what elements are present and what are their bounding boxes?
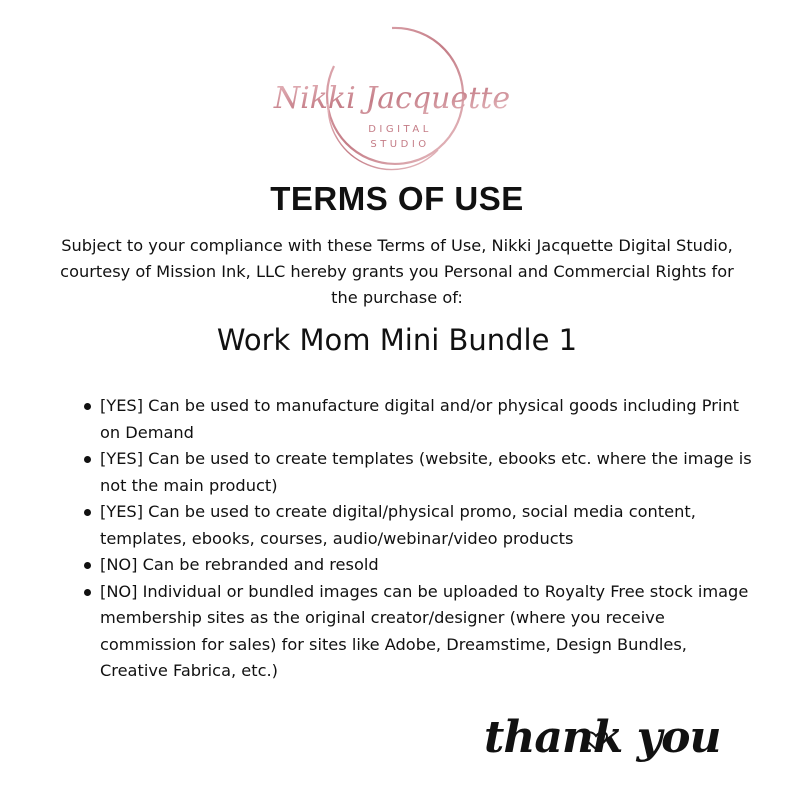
bullet-icon <box>84 562 91 569</box>
term-item-yes-templates <box>78 446 758 499</box>
page-title: TERMS OF USE <box>270 180 524 217</box>
logo-line-studio: STUDIO <box>370 139 430 150</box>
logo-script-name: Nikki Jacquette <box>273 81 511 116</box>
logo-seal <box>273 22 511 172</box>
terms-list <box>78 393 758 685</box>
term-text: [NO] Individual or bundled images can be uploaded to Royalty Free stock image membership sites as the original creator/designer (where you receive commission for sales) for sites like Adobe, Dreamstime, Design Bundles, Creative Fabrica, etc.) <box>100 581 749 680</box>
bullet-icon <box>84 509 91 516</box>
thank-you-signoff <box>478 700 721 790</box>
term-text: [YES] Can be used to create templates (website, ebooks etc. where the image is not the main product) <box>100 449 752 495</box>
term-text: [YES] Can be used to manufacture digital and/or physical goods including Print on Demand <box>100 396 739 442</box>
term-item-no-resold <box>78 552 758 579</box>
bullet-icon <box>84 456 91 463</box>
product-name: Work Mom Mini Bundle 1 <box>216 323 578 357</box>
term-text: [NO] Can be rebranded and resold <box>100 555 379 574</box>
bullet-icon <box>84 589 91 596</box>
term-item-yes-promo <box>78 499 758 552</box>
logo-line-digital: DIGITAL <box>368 124 432 135</box>
term-item-no-stock-sites <box>78 579 758 685</box>
thank-you-script <box>478 700 721 790</box>
term-item-yes-manufacture <box>78 393 758 446</box>
thank-you-text: thank you <box>484 712 721 763</box>
intro-paragraph: Subject to your compliance with these Terms of Use, Nikki Jacquette Digital Studio, courtesy of Mission Ink, LLC hereby grants you Personal and Commercial Rights for the purchase of: <box>60 236 734 307</box>
brand-logo <box>273 22 511 172</box>
bullet-icon <box>84 403 91 410</box>
term-text: [YES] Can be used to create digital/physical promo, social media content, templates, ebooks, courses, audio/webinar/video products <box>100 502 696 548</box>
